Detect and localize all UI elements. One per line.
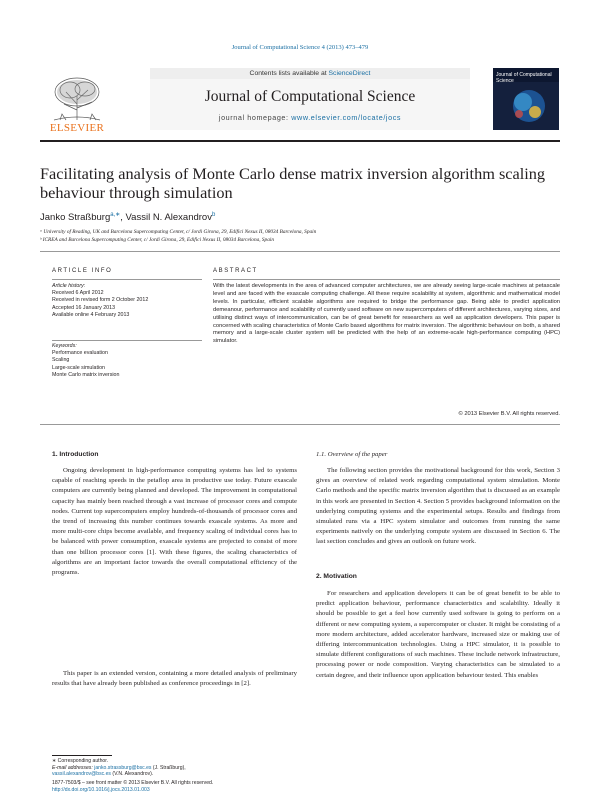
footnote-rule (52, 755, 112, 756)
email-link[interactable]: vassil.alexandrov@bsc.es (52, 771, 111, 778)
email-link[interactable]: janko.strassburg@bsc.es (94, 764, 152, 771)
contents-availability (150, 68, 470, 79)
author-name: Janko Straßburg (40, 212, 111, 224)
section-heading-introduction: 1. Introduction (52, 451, 99, 458)
article-history (52, 283, 202, 319)
author-separator: , (120, 212, 126, 224)
contents-prefix: Contents lists available at (249, 70, 329, 77)
homepage-label: journal homepage: (218, 113, 292, 122)
abstract-text: With the latest developments in the area of advanced computer architectures, we are already seeing large-scale machines at petascale level and are faced with the exascale computing challenge. All these require scalability at system, algorithmic and mathematical model levels. In particular, efficient scalable algorithms are required to bridge the performance gap. Being able to predict application demeanour, performance and scalability of currently used software on new supercomputers of different architectures, varying sizes, and utilising distinct ways of intercommunication, can be of great benefit for researchers as well as application developers. This paper is concerned with scaling characteristics of Monte Carlo based algorithms for matrix inversion. The algorithmic behaviour on both, a shared memory and a large-scale cluster system will be predicted with the help of an extreme-scale high-performance computing (HPC) simulator. (213, 283, 560, 345)
journal-homepage (150, 113, 470, 122)
history-item: Accepted 16 January 2013 (52, 304, 116, 311)
doi-link[interactable]: http://dx.doi.org/10.1016/j.jocs.2013.01.003 (52, 786, 150, 793)
keyword-item: Large-scale simulation (52, 364, 105, 371)
sciencedirect-link[interactable]: ScienceDirect (328, 70, 371, 77)
keywords-rule (52, 340, 202, 341)
subsection-heading-overview: 1.1. Overview of the paper (316, 451, 388, 458)
author-affiliation-marks[interactable]: a,∗ (110, 212, 121, 218)
author-list (40, 211, 215, 223)
affiliation-a: ᵃ University of Reading, UK and Barcelona Supercomputing Center, c/ Jordi Girona, 29, Edifici Nexus II, 08034 Barcelona, Spain (40, 229, 317, 235)
article-title: Facilitating analysis of Monte Carlo dense matrix inversion algorithm scaling behaviour through simulation (40, 164, 546, 202)
abstract-bottom-rule (40, 424, 560, 425)
issn-line: 1877-7503/$ – see front matter © 2013 Elsevier B.V. All rights reserved. (52, 780, 214, 786)
email-label: E-mail addresses: (52, 764, 95, 771)
author-affiliation-marks[interactable]: b (211, 212, 216, 218)
corresponding-author-note: ∗ Corresponding author. (52, 758, 109, 764)
history-item: Received 6 April 2012 (52, 290, 104, 297)
keyword-item: Monte Carlo matrix inversion (52, 371, 120, 378)
journal-citation[interactable]: Journal of Computational Science 4 (2013) 473–479 (231, 44, 369, 51)
email-owner: (J. Straßburg), (151, 764, 186, 771)
article-info-heading: ARTICLE INFO (52, 268, 113, 274)
keywords (52, 343, 202, 379)
homepage-link[interactable]: www.elsevier.com/locate/jocs (291, 113, 402, 122)
body-paragraph: Ongoing development in high-performance computing systems has led to systems capable of reaching speeds in the petaflop area in productive use today. Future exascale computers are currently being planned and developed. The improvement in computational capacity has mainly been reached through a vast increase of processor cores and compute nodes. Current top supercomputers employ hundreds-of-thousands of processor cores and the trend of increasing this number continues towards exascale systems. As more and more multi-core chips become available, and frequency scaling of individual cores has to be balanced with power consumption, exascale systems are projected to consist of more than one billion processor cores [1]. With these figures, the scaling characteristics of algorithms are an important factor towards the overall computational efficiency of the programs. (52, 467, 297, 577)
abstract-heading: ABSTRACT (213, 268, 258, 274)
journal-cover-image (493, 68, 559, 130)
keywords-label: Keywords: (52, 343, 77, 349)
keyword-item: Scaling (52, 357, 70, 364)
affiliation-b: ᵇ ICREA and Barcelona Supercomputing Center, c/ Jordi Girona, 29, Edifici Nexus II, 08034 Barcelona, Spain (40, 237, 274, 243)
body-paragraph: For researchers and application developers it can be of great benefit to be able to predict application behaviour, performance characteristics and scalability. Ideally it should be possible to get a feel how currently used software is going to perform on a different or new computing system, a supercomputer or cluster. It might be consisting of a more modern architecture, added accelerator hardware, increased size or making use of differing intercommunication technologies. Using a HPC simulator, it is possible to simulate different configurations of such machines. These include network infrastructure, processing power or node composition. Varying characteristics can be simulated to a certain degree, and their influence upon application behaviour tested. This enables (316, 590, 560, 679)
cover-title: Journal of Computational Science (496, 72, 552, 84)
email-line (52, 771, 297, 778)
author-name: Vassil N. Alexandrov (125, 212, 212, 224)
history-item: Received in revised form 2 October 2012 (52, 297, 149, 304)
body-paragraph: The following section provides the motivational background for this work, Section 3 gives an overview of related work regarding computational system simulation. Monte Carlo methods and the specific matrix inversion algorithm that is discussed as an example in this work are presented in Section 4. Section 5 provides background information on the underlying computing systems and the experimental setups. Results and findings from simulated runs via a HPC system simulator and outcomes from running the same experiments natively on the underlying compute system are discussed in Section 6. The last section concludes and gives an outlook on future work. (316, 467, 560, 546)
article-info-rule (52, 279, 202, 280)
footnote (52, 758, 297, 778)
section-heading-motivation: 2. Motivation (316, 573, 357, 580)
affiliation-divider (40, 251, 560, 252)
history-item: Available online 4 February 2013 (52, 311, 130, 318)
publication-meta (52, 780, 352, 793)
elsevier-wordmark: ELSEVIER (49, 122, 105, 134)
copyright-notice: © 2013 Elsevier B.V. All rights reserved. (458, 411, 560, 417)
email-owner: (V.N. Alexandrov). (110, 771, 154, 778)
journal-title: Journal of Computational Science (204, 88, 416, 105)
keyword-item: Performance evaluation (52, 350, 108, 357)
email-line (52, 765, 297, 772)
history-label: Article history: (52, 283, 86, 289)
abstract-rule (213, 279, 560, 280)
body-paragraph: This paper is an extended version, containing a more detailed analysis of preliminary results that have already been published as conference proceedings in [2]. (52, 670, 297, 688)
header-divider (40, 140, 560, 142)
